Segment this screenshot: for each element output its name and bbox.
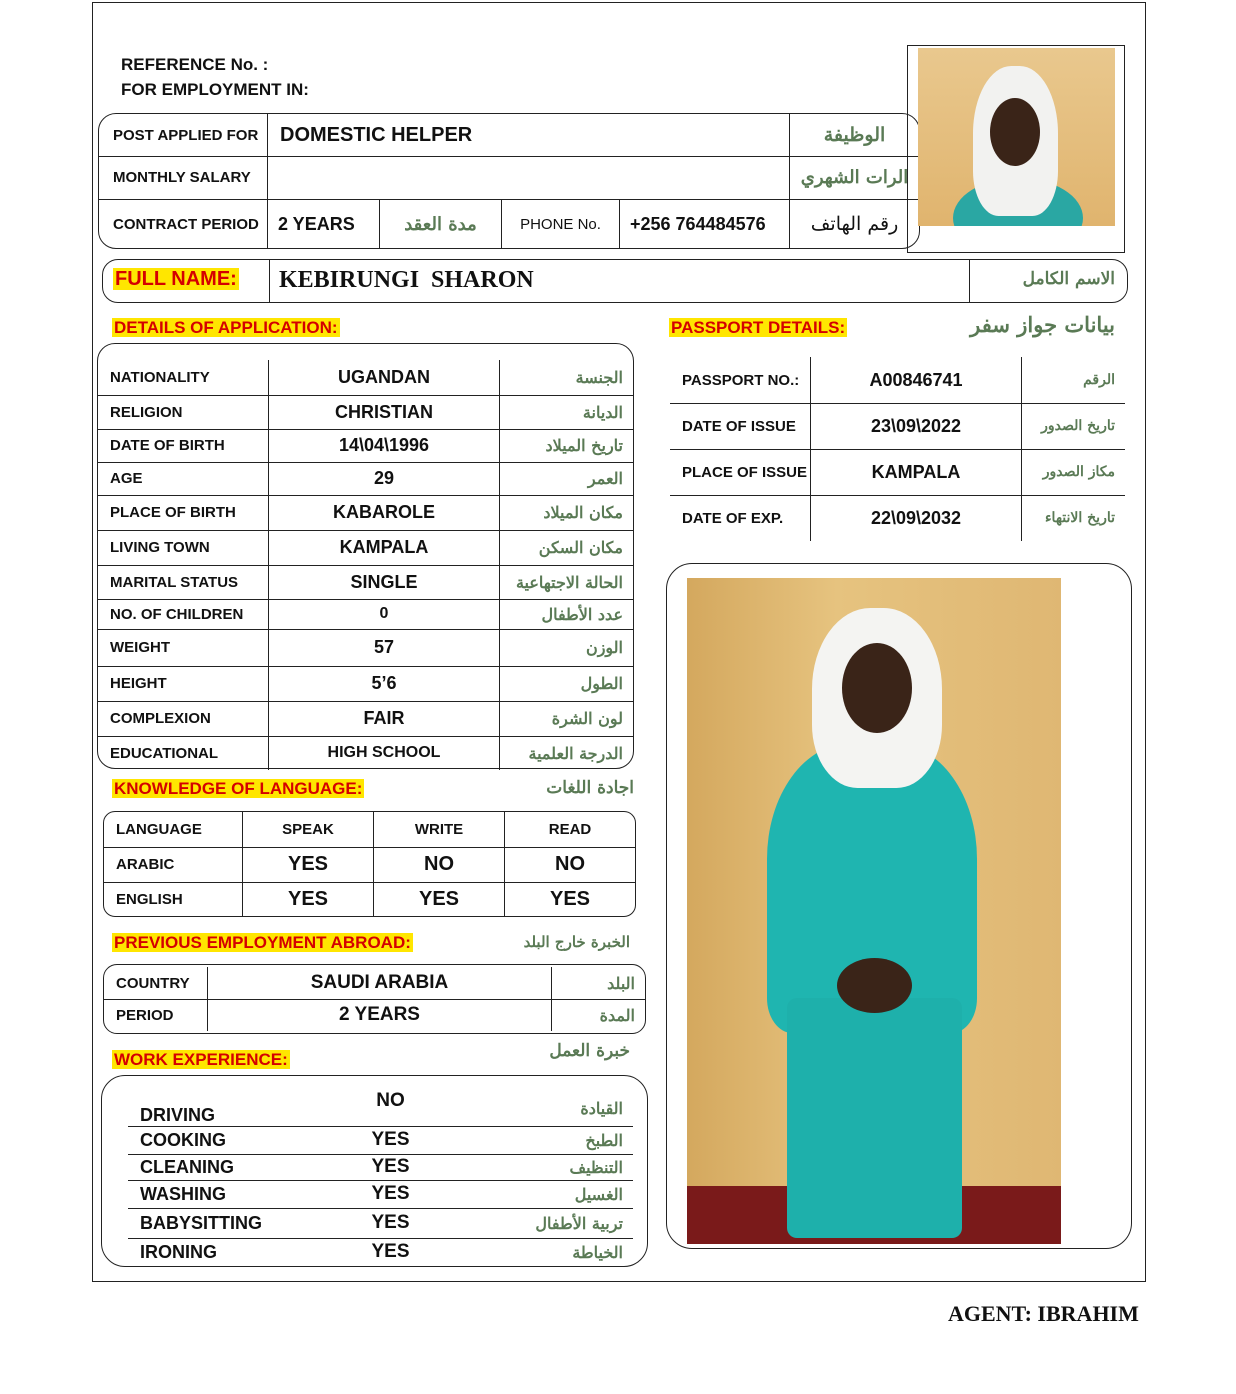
name-divider-2	[969, 260, 970, 302]
previous-row-ar: المدة	[551, 999, 645, 1031]
contract-value: 2 YEARS	[267, 200, 379, 248]
application-title-wrap	[112, 318, 340, 338]
contract-label: CONTRACT PERIOD	[113, 215, 259, 233]
work-row-value: YES	[371, 1129, 410, 1150]
work-row-value: NO	[376, 1090, 405, 1111]
previous-row	[104, 967, 645, 1000]
application-row	[98, 736, 633, 770]
application-row-value: SINGLE	[268, 565, 499, 599]
reference-block	[121, 52, 309, 102]
work-row	[128, 1180, 633, 1209]
language-row	[104, 847, 635, 883]
header-table	[98, 113, 920, 249]
work-row-label: COOKING	[140, 1129, 227, 1150]
work-row-ar: الطبخ	[585, 1130, 623, 1150]
language-header-cell: LANGUAGE	[116, 821, 202, 838]
phone-ar: رقم الهاتف	[789, 200, 919, 248]
language-cell: YES	[242, 847, 373, 882]
salary-ar: الرات الشهري	[789, 156, 919, 199]
application-row	[98, 666, 633, 702]
application-row	[98, 599, 633, 630]
application-row-ar: الجنسة	[499, 360, 633, 395]
application-row-label: AGE	[110, 470, 143, 487]
passport-row-label: DATE OF EXP.	[682, 509, 784, 527]
language-cell: NO	[504, 847, 635, 882]
passport-title: PASSPORT DETAILS:	[671, 318, 846, 337]
passport-row-value: KAMPALA	[810, 449, 1021, 495]
full-body-photo	[687, 578, 1061, 1244]
work-title-wrap	[112, 1050, 290, 1070]
work-row-ar: التنظيف	[569, 1157, 623, 1177]
application-row-label: COMPLEXION	[110, 710, 211, 727]
previous-title-ar: الخبرة خارج البلد	[523, 933, 630, 951]
full-name-box	[102, 259, 1128, 303]
application-row-ar: الديانة	[499, 395, 633, 429]
reference-label: REFERENCE No. :	[121, 55, 269, 74]
application-row	[98, 429, 633, 463]
work-row-value: YES	[371, 1241, 410, 1262]
work-row-label: DRIVING	[140, 1105, 216, 1125]
language-cell: ENGLISH	[116, 891, 183, 908]
language-cell: YES	[504, 882, 635, 917]
passport-title-wrap	[669, 318, 847, 338]
application-row-value: CHRISTIAN	[268, 395, 499, 429]
application-row	[98, 701, 633, 737]
work-row-label: CLEANING	[140, 1156, 234, 1177]
full-name-ar: الاسم الكامل	[1022, 269, 1115, 289]
work-row-label: WASHING	[140, 1183, 227, 1204]
contract-row	[99, 200, 919, 248]
work-title: WORK EXPERIENCE:	[114, 1050, 288, 1069]
application-row-value: HIGH SCHOOL	[268, 736, 499, 770]
previous-row-label: PERIOD	[116, 1006, 174, 1024]
application-row-ar: الحالة الاجتهاعية	[499, 565, 633, 599]
passport-row	[670, 357, 1125, 404]
language-header-row	[104, 812, 635, 848]
application-row-ar: الطول	[499, 666, 633, 701]
previous-row-label: COUNTRY	[116, 974, 190, 992]
salary-row	[99, 156, 919, 200]
passport-row	[670, 495, 1125, 541]
application-row-ar: الدرجة العلمية	[499, 736, 633, 770]
phone-label: PHONE No.	[501, 200, 619, 248]
application-row-ar: لون الشرة	[499, 701, 633, 736]
previous-row	[104, 999, 645, 1031]
work-row-ar: الخياطة	[572, 1242, 623, 1262]
language-cell: YES	[242, 882, 373, 917]
application-row-label: HEIGHT	[110, 675, 167, 692]
application-title: DETAILS OF APPLICATION:	[114, 318, 338, 337]
application-row-value: FAIR	[268, 701, 499, 736]
agent-label: AGENT: IBRAHIM	[948, 1301, 1139, 1326]
language-cell: YES	[373, 882, 504, 917]
language-row	[104, 882, 635, 917]
full-name-label: FULL NAME:	[115, 268, 237, 290]
work-row-value: YES	[371, 1183, 410, 1204]
language-header-cell: READ	[504, 812, 635, 847]
employment-label: FOR EMPLOYMENT IN:	[121, 80, 309, 99]
language-title: KNOWLEDGE OF LANGUAGE:	[114, 779, 363, 798]
application-row-value: UGANDAN	[268, 360, 499, 395]
application-row-label: MARITAL STATUS	[110, 573, 239, 591]
full-name-label-wrap	[113, 268, 239, 291]
salary-label: MONTHLY SALARY	[113, 169, 251, 186]
photo-legs	[787, 998, 962, 1238]
language-cell: ARABIC	[116, 856, 175, 873]
work-row-ar: القيادة	[580, 1098, 623, 1118]
application-row-value: 14\04\1996	[268, 429, 499, 462]
photo-hands	[837, 958, 912, 1013]
passport-row-value: A00846741	[810, 357, 1021, 403]
passport-row-ar: تاريخ الصدور	[1021, 403, 1125, 449]
work-row-label: BABYSITTING	[140, 1212, 263, 1233]
work-title-ar: خبرة العمل	[549, 1041, 630, 1061]
work-row	[128, 1208, 633, 1239]
application-row-label: LIVING TOWN	[110, 539, 210, 556]
application-row-label: RELIGION	[110, 403, 183, 421]
work-row-ar: تربية الأطفال	[535, 1213, 623, 1233]
application-row-label: DATE OF BIRTH	[110, 437, 225, 454]
application-row-label: WEIGHT	[110, 639, 170, 656]
full-name-value: KEBIRUNGI SHARON	[279, 267, 534, 293]
application-row-label: EDUCATIONAL	[110, 744, 219, 762]
application-table	[97, 343, 634, 769]
language-title-wrap	[112, 779, 364, 799]
contract-ar: مدة العقد	[379, 200, 501, 248]
application-row-value: 0	[268, 599, 499, 629]
passport-table	[670, 357, 1125, 541]
application-row-value: 5’6	[268, 666, 499, 701]
application-row	[98, 565, 633, 600]
passport-title-ar: بيانات جواز سفر	[970, 312, 1115, 337]
application-row-ar: تاريخ الميلاد	[499, 429, 633, 462]
work-row-value: YES	[371, 1156, 410, 1177]
name-divider-1	[269, 260, 270, 302]
work-row	[128, 1126, 633, 1155]
application-row-ar: الوزن	[499, 629, 633, 666]
language-table	[103, 811, 636, 917]
post-row	[99, 114, 919, 157]
passport-row-label: PLACE OF ISSUE	[682, 463, 808, 481]
application-row	[98, 530, 633, 566]
language-header-cell: WRITE	[373, 812, 504, 847]
previous-row-value: 2 YEARS	[207, 999, 551, 1031]
work-row-label: IRONING	[140, 1241, 218, 1262]
application-row-value: 29	[268, 462, 499, 495]
application-row-label: PLACE OF BIRTH	[110, 504, 236, 521]
salary-value	[267, 156, 789, 199]
work-row	[128, 1090, 633, 1127]
language-title-ar: اجادة اللغات	[546, 778, 634, 798]
application-row-ar: مكان الميلاد	[499, 495, 633, 530]
passport-row-ar: الرقم	[1021, 357, 1125, 403]
previous-title-wrap	[112, 933, 413, 953]
photo-face	[990, 98, 1040, 166]
application-row-value: KABAROLE	[268, 495, 499, 530]
application-row-ar: عدد الأطفال	[499, 599, 633, 629]
language-header-cell: SPEAK	[242, 812, 373, 847]
full-photo-frame	[666, 563, 1132, 1249]
passport-row	[670, 403, 1125, 450]
work-row-ar: الغسيل	[574, 1184, 623, 1204]
previous-row-ar: البلد	[551, 967, 645, 999]
application-row	[98, 360, 633, 396]
phone-value: +256 764484576	[619, 200, 789, 248]
work-table	[101, 1075, 648, 1267]
passport-row-ar: مكاز الصدور	[1021, 449, 1125, 495]
application-row-label: NO. OF CHILDREN	[110, 605, 244, 623]
application-row-value: 57	[268, 629, 499, 666]
application-row-ar: مكان السكن	[499, 530, 633, 565]
application-row-ar: العمر	[499, 462, 633, 495]
passport-photo	[918, 48, 1115, 226]
passport-row-ar: تاريخ الانتهاء	[1021, 495, 1125, 541]
application-row	[98, 395, 633, 430]
post-value: DOMESTIC HELPER	[267, 114, 789, 156]
application-row-value: KAMPALA	[268, 530, 499, 565]
application-row-label: NATIONALITY	[110, 369, 210, 386]
post-ar: الوظيفة	[789, 114, 919, 156]
passport-row-value: 23\09\2022	[810, 403, 1021, 449]
photo-face-full	[842, 643, 912, 733]
previous-row-value: SAUDI ARABIA	[207, 967, 551, 999]
previous-table	[103, 964, 646, 1034]
work-row	[128, 1154, 633, 1181]
passport-row-label: PASSPORT NO.:	[682, 371, 800, 389]
application-row	[98, 495, 633, 531]
passport-row-label: DATE OF ISSUE	[682, 417, 796, 435]
previous-title: PREVIOUS EMPLOYMENT ABROAD:	[114, 933, 411, 952]
passport-row	[670, 449, 1125, 496]
work-row	[128, 1238, 633, 1266]
passport-photo-frame	[907, 45, 1125, 253]
language-cell: NO	[373, 847, 504, 882]
application-row	[98, 462, 633, 496]
application-row	[98, 629, 633, 667]
work-row-value: YES	[371, 1212, 410, 1233]
post-label: POST APPLIED FOR	[113, 126, 259, 144]
passport-row-value: 22\09\2032	[810, 495, 1021, 541]
